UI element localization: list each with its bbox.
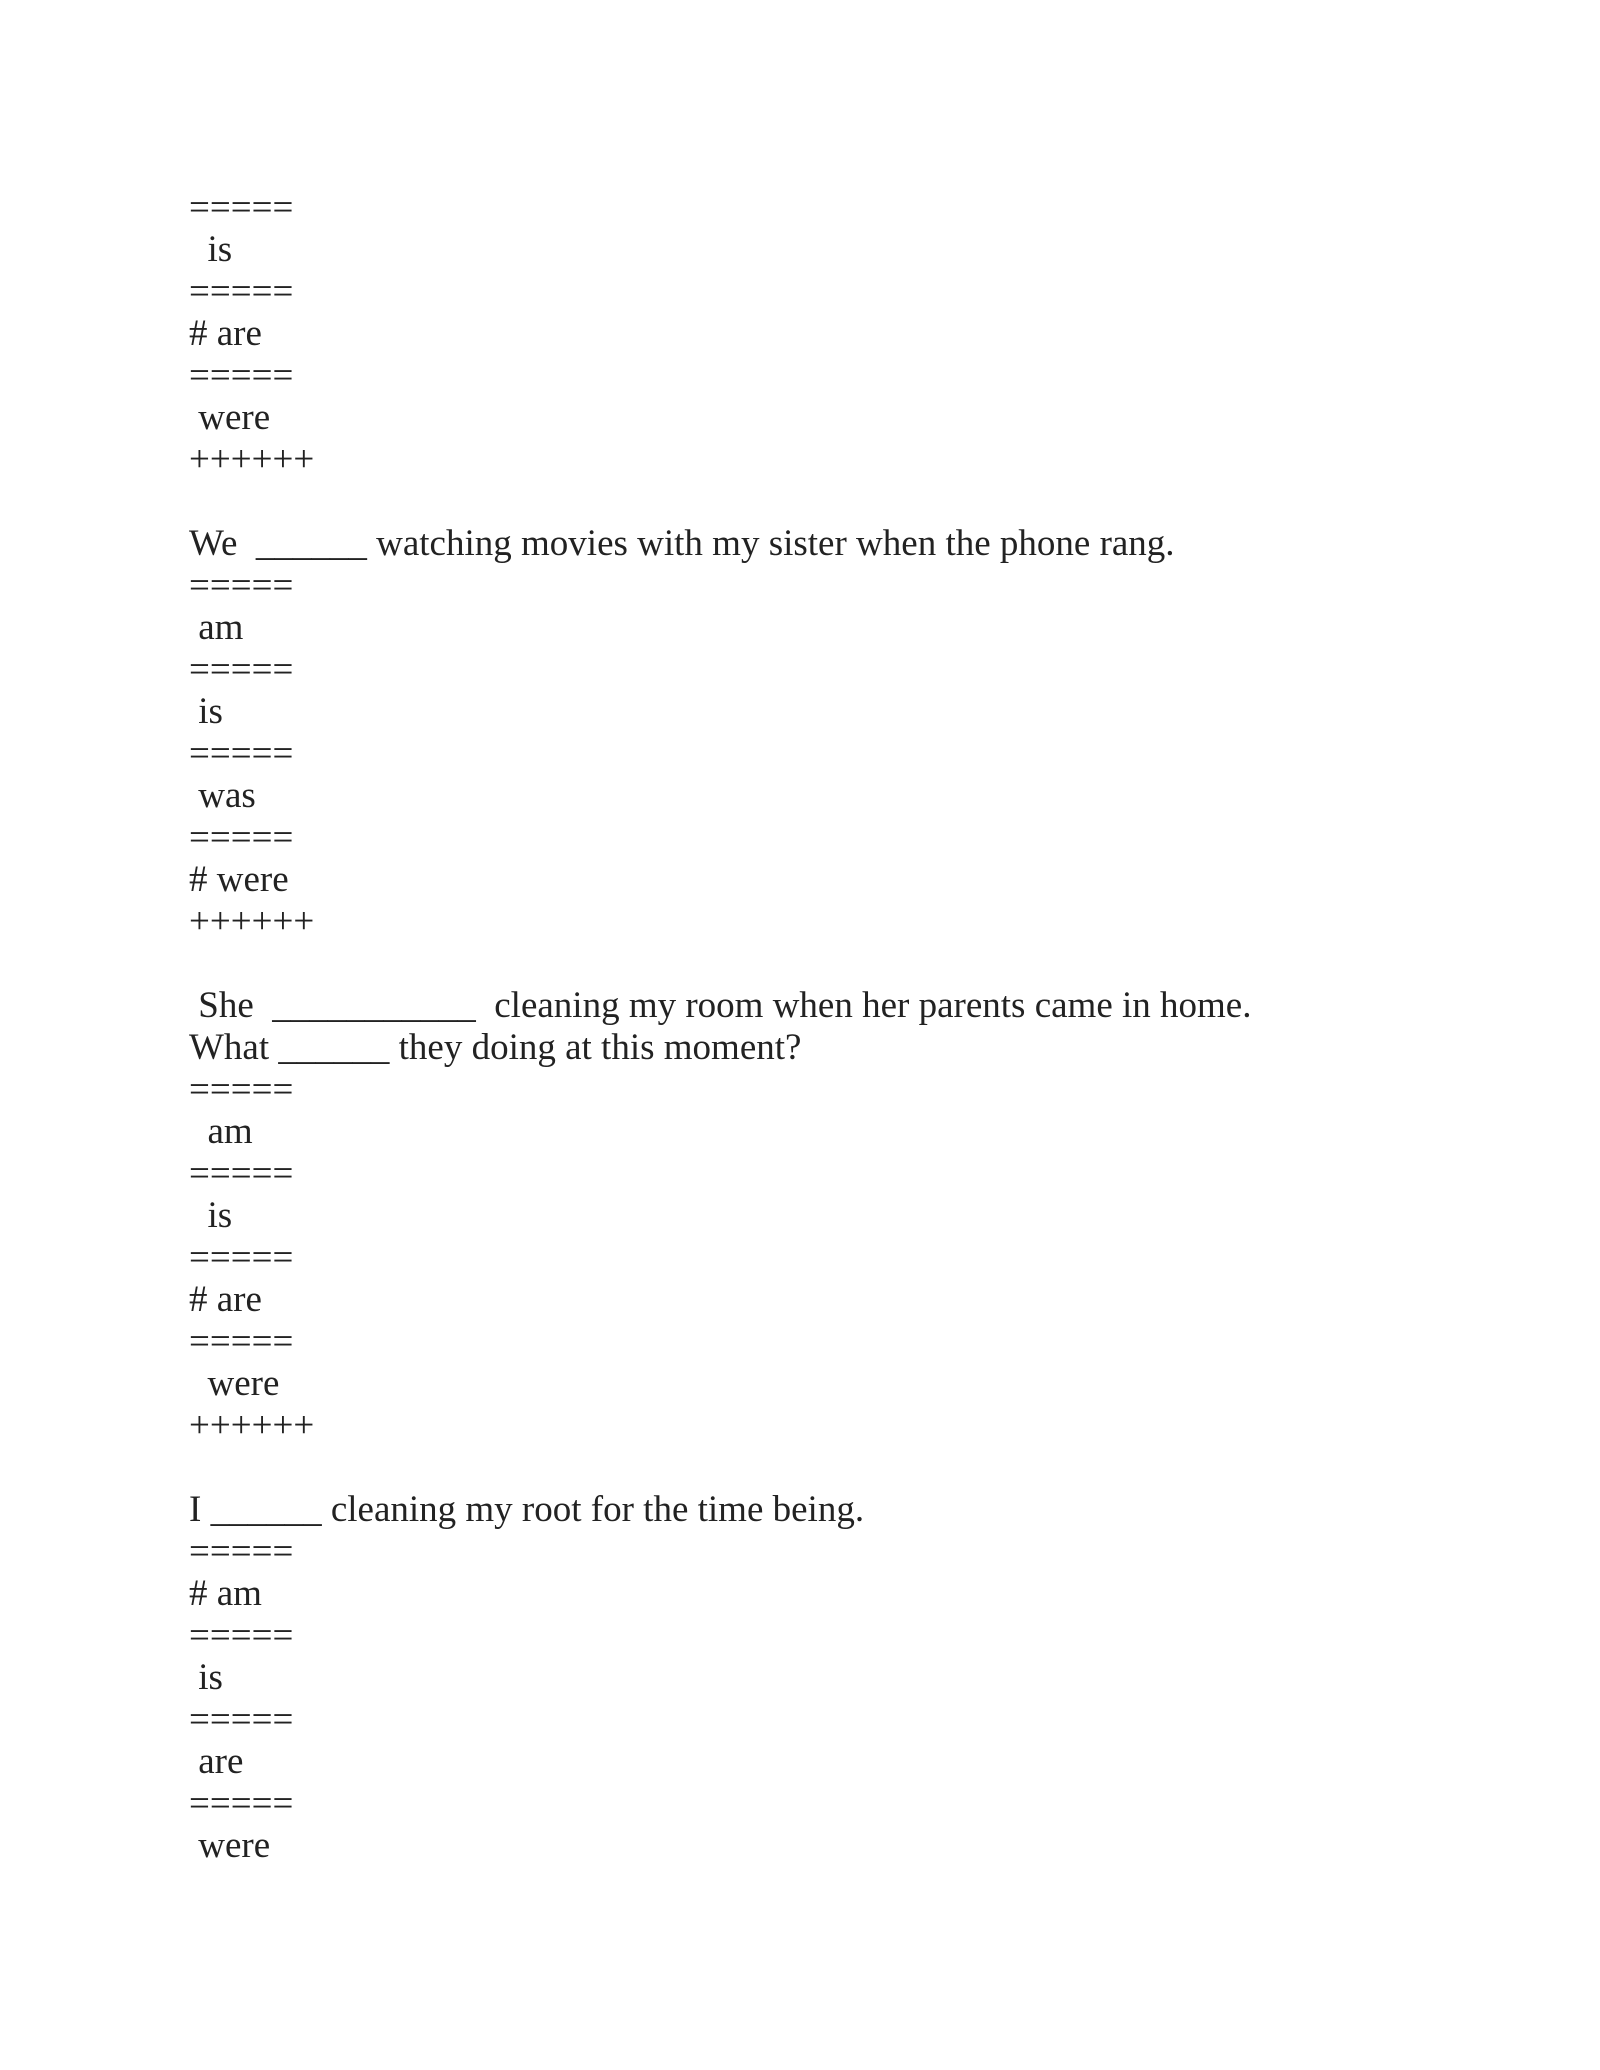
separator-line: =====	[189, 355, 294, 396]
separator-line: =====	[189, 817, 294, 858]
separator-line: =====	[189, 733, 294, 774]
option-line: are	[189, 1741, 244, 1782]
question-line: She ___________ cleaning my room when her parents came in home.	[189, 985, 1252, 1026]
separator-line: =====	[189, 1069, 294, 1110]
answer-line: # are	[189, 313, 262, 354]
question-line: We ______ watching movies with my sister when the phone rang.	[189, 523, 1175, 564]
option-line: is	[189, 1657, 223, 1698]
block-end-line: ++++++	[189, 439, 315, 480]
question-line: I ______ cleaning my root for the time being.	[189, 1489, 865, 1530]
option-line: is	[189, 229, 233, 270]
separator-line: =====	[189, 565, 294, 606]
option-line: is	[189, 1195, 233, 1236]
separator-line: =====	[189, 1531, 294, 1572]
block-end-line: ++++++	[189, 901, 315, 942]
answer-line: # are	[189, 1279, 262, 1320]
answer-line: # were	[189, 859, 289, 900]
separator-line: =====	[189, 1321, 294, 1362]
option-line: were	[189, 1825, 271, 1866]
option-line: were	[189, 397, 271, 438]
separator-line: =====	[189, 187, 294, 228]
answer-line: # am	[189, 1573, 262, 1614]
separator-line: =====	[189, 1237, 294, 1278]
option-line: is	[189, 691, 223, 732]
separator-line: =====	[189, 1699, 294, 1740]
option-line: am	[189, 1111, 253, 1152]
option-line: am	[189, 607, 244, 648]
separator-line: =====	[189, 649, 294, 690]
separator-line: =====	[189, 1783, 294, 1824]
question-line: What ______ they doing at this moment?	[189, 1027, 802, 1068]
separator-line: =====	[189, 1153, 294, 1194]
block-end-line: ++++++	[189, 1405, 315, 1446]
separator-line: =====	[189, 1615, 294, 1656]
separator-line: =====	[189, 271, 294, 312]
option-line: was	[189, 775, 256, 816]
option-line: were	[189, 1363, 280, 1404]
